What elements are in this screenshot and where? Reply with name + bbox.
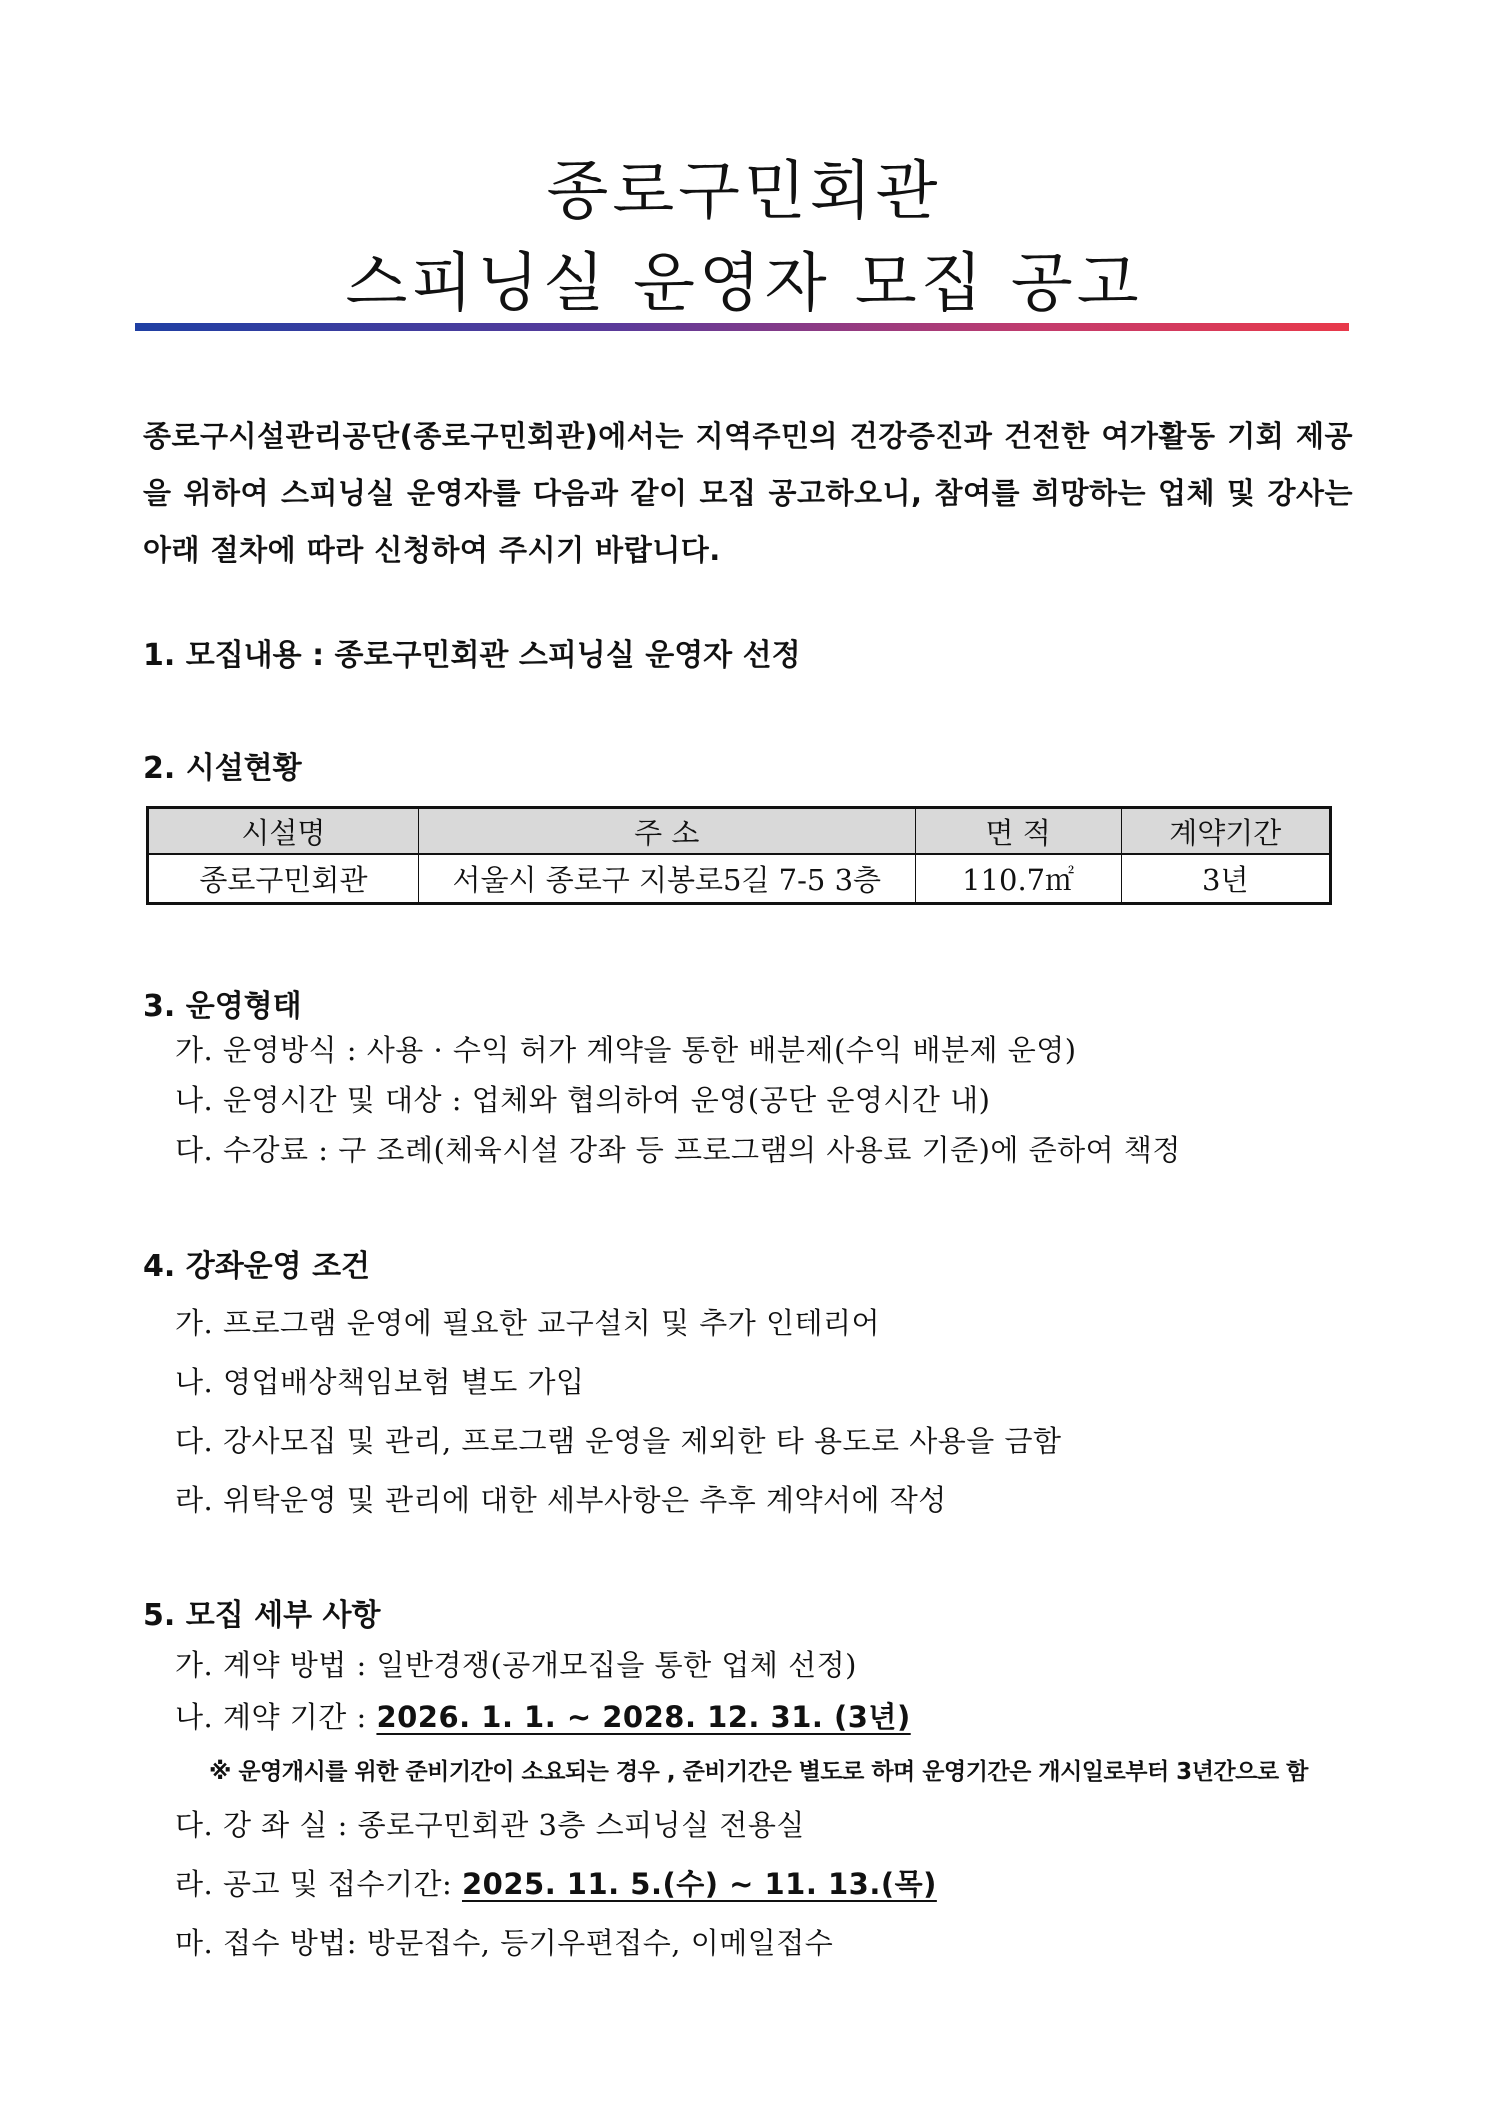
table-cell: 서울시 종로구 지봉로5길 7-5 3층 [418, 854, 915, 904]
list-item: 다. 강 좌 실 : 종로구민회관 3층 스피닝실 전용실 [175, 1808, 805, 1842]
facility-table [146, 806, 1332, 905]
section-3-heading: 3. 운영형태 [143, 989, 302, 1024]
table-cell: 110.7㎡ [915, 854, 1121, 904]
table-cell: 종로구민회관 [148, 854, 419, 904]
section-4-heading: 4. 강좌운영 조건 [143, 1249, 371, 1284]
notice-period-value: 2025. 11. 5.(수) ~ 11. 13.(목) [461, 1867, 937, 1901]
document-title-line1: 종로구민회관 [546, 155, 942, 229]
list-item: 나. 영업배상책임보험 별도 가입 [175, 1365, 585, 1399]
notice-period-item [175, 1862, 937, 1903]
list-item: 다. 강사모집 및 관리, 프로그램 운영을 제외한 타 용도로 사용을 금함 [175, 1424, 1062, 1458]
list-item: 라. 위탁운영 및 관리에 대한 세부사항은 추후 계약서에 작성 [175, 1483, 947, 1517]
list-item: 가. 계약 방법 : 일반경쟁(공개모집을 통한 업체 선정) [175, 1648, 857, 1682]
list-item: 가. 프로그램 운영에 필요한 교구설치 및 추가 인테리어 [175, 1306, 881, 1340]
table-header-cell: 주 소 [418, 808, 915, 855]
list-item: 다. 수강료 : 구 조례(체육시설 강좌 등 프로그램의 사용료 기준)에 준하여 책정 [175, 1133, 1181, 1167]
table-cell: 3년 [1121, 854, 1330, 904]
table-header-cell: 면 적 [915, 808, 1121, 855]
contract-period-label: 나. 계약 기간 : [175, 1700, 377, 1734]
document-title-line2: 스피닝실 운영자 모집 공고 [345, 247, 1143, 321]
section-2-heading: 2. 시설현황 [143, 751, 302, 786]
title-divider [135, 323, 1349, 331]
table-header-cell: 시설명 [148, 808, 419, 855]
facility-table-header-row [148, 808, 1331, 855]
table-row [148, 854, 1331, 904]
list-item: 마. 접수 방법: 방문접수, 등기우편접수, 이메일접수 [175, 1926, 834, 1960]
contract-period-item [175, 1695, 911, 1736]
notice-period-label: 라. 공고 및 접수기간: [175, 1867, 462, 1901]
preparation-note: ※ 운영개시를 위한 준비기간이 소요되는 경우 , 준비기간은 별도로 하며 운영기간은 개시일로부터 3년간으로 함 [209, 1759, 1308, 1785]
intro-paragraph: 종로구시설관리공단(종로구민회관)에서는 지역주민의 건강증진과 건전한 여가활동 기회 제공을 위하여 스피닝실 운영자를 다음과 같이 모집 공고하오니, 참여를 희망하는 업체 및 강사는 아래 절차에 따라 신청하여 주시기 바랍니다. [143, 419, 1353, 567]
section-5-heading: 5. 모집 세부 사항 [143, 1598, 381, 1633]
list-item: 가. 운영방식 : 사용 · 수익 허가 계약을 통한 배분제(수익 배분제 운영) [175, 1033, 1077, 1067]
list-item: 나. 운영시간 및 대상 : 업체와 협의하여 운영(공단 운영시간 내) [175, 1083, 991, 1117]
contract-period-value: 2026. 1. 1. ~ 2028. 12. 31. (3년) [376, 1700, 911, 1734]
table-header-cell: 계약기간 [1121, 808, 1330, 855]
section-1-heading: 1. 모집내용 : 종로구민회관 스피닝실 운영자 선정 [143, 638, 801, 673]
